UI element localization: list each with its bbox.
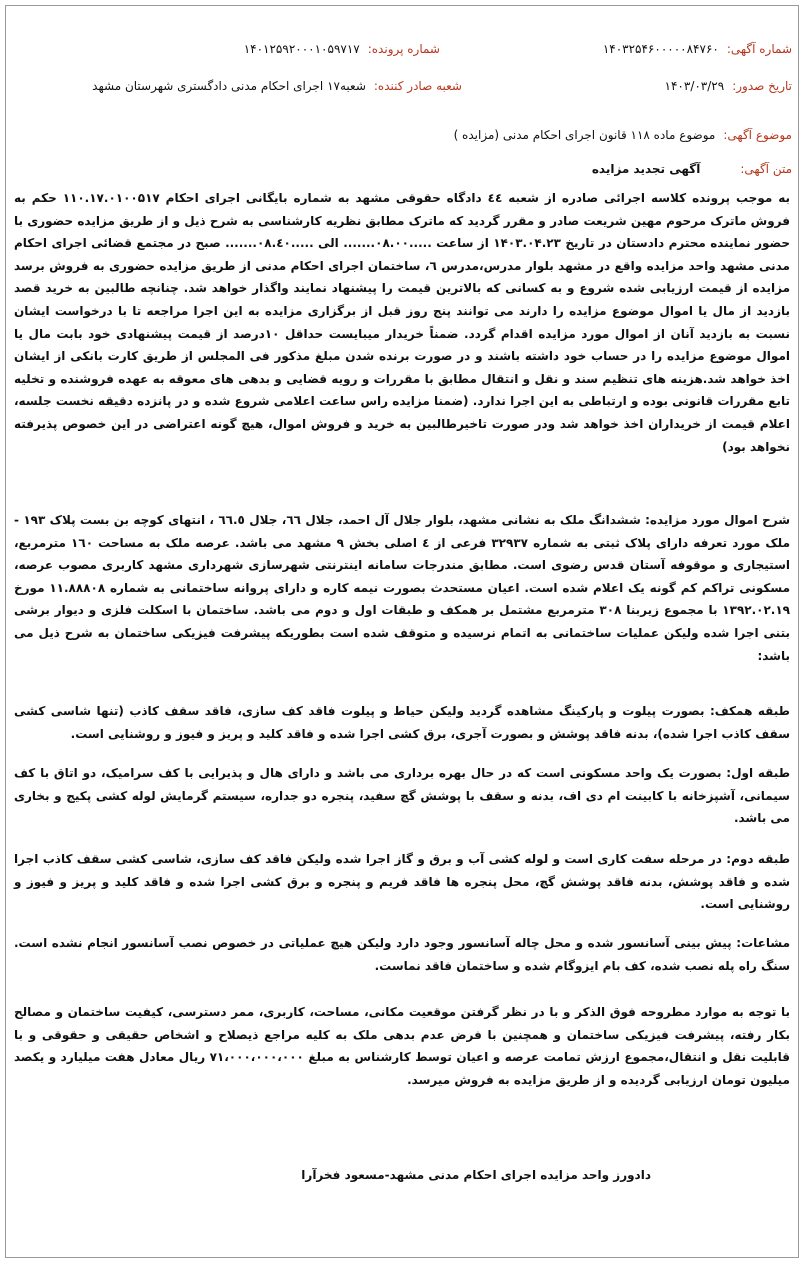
text-header-row <box>592 158 792 177</box>
case-number-row <box>244 38 440 57</box>
issue-date-row <box>665 75 792 94</box>
notice-title: آگهی تجدید مزایده <box>591 162 701 176</box>
subject-label: موضوع آگهی: <box>723 128 792 142</box>
paragraph-property-description <box>14 509 790 667</box>
subject-value: موضوع ماده ۱۱۸ قانون اجرای احکام مدنی (مزایده ) <box>453 128 716 142</box>
paragraph-text: مشاعات: پیش بینی آسانسور شده و محل چاله آسانسور وجود دارد ولیکن هیچ عملیاتی در خصوص نصب آسانسور انجام نشده است. سنگ راه پله نصب شده، کف بام ایزوگام شده و ساختمان فاقد نماست. <box>14 936 790 973</box>
paragraph-auction-terms <box>14 187 790 458</box>
paragraph-text: طبقه دوم: در مرحله سفت کاری است و لوله کشی آب و برق و گاز اجرا شده ولیکن فاقد کف سازی، شاسی کشی سقف کاذب اجرا شده و فاقد پوشش، بدنه فاقد پوشش گچ، محل پنجره ها فاقد فریم و پنجره و برق کشی اجرا شده و فاقد کلید و پریز و فیوز و روشنایی است. <box>14 852 790 912</box>
paragraph-valuation <box>14 1001 790 1091</box>
ad-number-label: شماره آگهی: <box>726 42 792 56</box>
ad-number-row <box>603 38 792 57</box>
issue-date-label: تاریخ صدور: <box>732 79 792 93</box>
paragraph-second-floor <box>14 848 790 916</box>
issue-date: ۱۴۰۳/۰۳/۲۹ <box>664 79 725 93</box>
case-number: ۱۴۰۱۲۵۹۲۰۰۰۱۰۵۹۷۱۷ <box>243 42 360 56</box>
subject-row <box>454 124 792 143</box>
paragraph-text: به موجب پرونده کلاسه اجرائی صادره از شعبه ٤٤ دادگاه حقوقی مشهد به شماره بایگانی اجرای احکام ۱۱۰.۱۷.۰۱۰۰۵۱۷ حکم به فروش ماترک مرحوم مهین شریعت صادر و مقرر گردید که ماترک مطابق نظریه کارشناسی به شرح ذیل و از طریق مزایده حضوری با حضور نماینده محترم دادستان در تاریخ ۱۴۰۳.۰۴.۲۳ از ساعت .....۰۸.۰۰....... الی .....۰۸.٤۰....... صبح در مجتمع قضائی اجرای احکام مدنی مشهد واحد مزایده واقع در مشهد بلوار مدرس،مدرس ٦، ساختمان اجرای احکام مدنی از طریق مزایده حضوری به فروش برسد مزایده از قیمت ارزیابی شده شروع و به کسانی که بالاترین قیمت را پیشنهاد نمایند واگذار خواهد شد. چنانچه طالبین به خرید قصد بازدید از مال یا اموال موضوع مزایده را دارند می توانند پنج روز قبل از برگزاری مزایده به این اجرا مراجعه تا با درخواست ایشان نسبت به بازدید آنان از اموال مورد مزایده اقدام گردد. ضمناً خریدار میبایست حداقل ۱۰درصد از قیمت پیشنهادی خود بابت مال یا اموال موضوع مزایده را در حساب خود داشته باشند و در صورت برنده شدن مبلغ مذکور فی المجلس از طریق کارت بانکی از ایشان اخذ خواهد شد.هزینه های تنظیم سند و نقل و انتقال مطابق با مقررات و رویه قضایی و بدهی های معوقه به عهده فروشنده و تخلیه تابع مقررات قانونی بوده و ارتباطی به این اجرا ندارد. (ضمنا مزایده راس ساعت اعلامی شروع شده و در پانزده دقیقه نخست جلسه، اعلام قیمت از خریداران اخذ خواهد شد ودر صورت تاخیرطالبین به خرید و فروش اموال، هیچ گونه اعتراضی در این خصوص پذیرفته نخواهد بود) <box>14 191 790 454</box>
paragraph-text: شرح اموال مورد مزایده: ششدانگ ملک به نشانی مشهد، بلوار جلال آل احمد، جلال ٦٦، جلال ٦٦.٥ ، انتهای کوچه بن بست پلاک ۱۹۳ - ملک مورد تعرفه دارای پلاک ثبتی به شماره ۳۲۹۳۷ فرعی از ٤ اصلی بخش ۹ مشهد می باشد. عرصه ملک به مساحت ۱٦۰ مترمربع، استیجاری و موقوفه آستان قدس رضوی است. مطابق مندرجات سامانه اینترنتی شهرسازی شهرداری مشهد کاربری مصوب عرصه، مسکونی تراکم کم گونه یک اعلام شده است. اعیان مستحدث بصورت نیمه کاره و دارای پروانه ساختمانی به شماره ۱۱.۸۸۸۰۸ مورخ ۱۳۹۲.۰۲.۱۹ با مجموع زیربنا ۳۰۸ مترمربع مشتمل بر همکف و طبقات اول و دوم می باشد. ساختمان با اسکلت فلزی و دیوار برشی بتنی اجرا شده ولیکن عملیات ساختمانی به اتمام نرسیده و متوقف شده است بطوریکه پیشرفت فیزیکی ساختمان به شرح ذیل می باشد: <box>14 513 791 663</box>
paragraph-ground-floor <box>14 700 790 745</box>
signature: دادورز واحد مزایده اجرای احکام مدنی مشهد-مسعود فخرآرا <box>301 1168 651 1182</box>
paragraph-common-areas <box>14 932 790 977</box>
paragraph-text: طبقه همکف: بصورت پیلوت و پارکینگ مشاهده گردید ولیکن حیاط و پیلوت فاقد کف سازی، فاقد سقف کاذب (تنها شاسی کشی سقف کاذب اجرا شده)، بدنه فاقد پوشش و بصورت آجری، برق کشی اجرا شده و فاقد کلید و پریز و فیوز و روشنایی است. <box>14 704 790 741</box>
issuing-branch-label: شعبه صادر کننده: <box>373 79 462 93</box>
case-number-label: شماره پرونده: <box>367 42 440 56</box>
issuing-branch-row <box>92 75 462 94</box>
text-label: متن آگهی: <box>740 162 792 176</box>
paragraph-text: با توجه به موارد مطروحه فوق الذکر و با در نظر گرفتن موقعیت مکانی، مساحت، کاربری، ممر دسترسی، کیفیت ساختمان و مصالح بکار رفته، پیشرفت فیزیکی ساختمان و همچنین با فرض عدم بدهی ملک به کلیه مراجع ذیصلاح و اشخاص حقیقی و حقوقی و با قابلیت نقل و انتقال،مجموع ارزش تمامت عرصه و اعیان توسط کارشناس به مبلغ ۷۱،۰۰۰،۰۰۰،۰۰۰ ریال معادل هفت میلیارد و یکصد میلیون تومان ارزیابی گردیده و از طریق مزایده به فروش میرسد. <box>14 1005 791 1087</box>
paragraph-first-floor <box>14 762 790 830</box>
ad-number: ۱۴۰۳۲۵۴۶۰۰۰۰۰۸۴۷۶۰ <box>602 42 719 56</box>
paragraph-text: طبقه اول: بصورت یک واحد مسکونی است که در حال بهره برداری می باشد و دارای هال و پذیرایی با کف سرامیک، دو اتاق با کف سیمانی، آشپزخانه با کابینت ام دی اف، بدنه و سقف با پوشش گچ سفید، پنجره دو جداره، سیستم گرمایش لوله کشی پکیج و بخاری می باشد. <box>14 766 790 826</box>
issuing-branch: شعبه۱۷ اجرای احکام مدنی دادگستری شهرستان مشهد <box>92 79 366 93</box>
